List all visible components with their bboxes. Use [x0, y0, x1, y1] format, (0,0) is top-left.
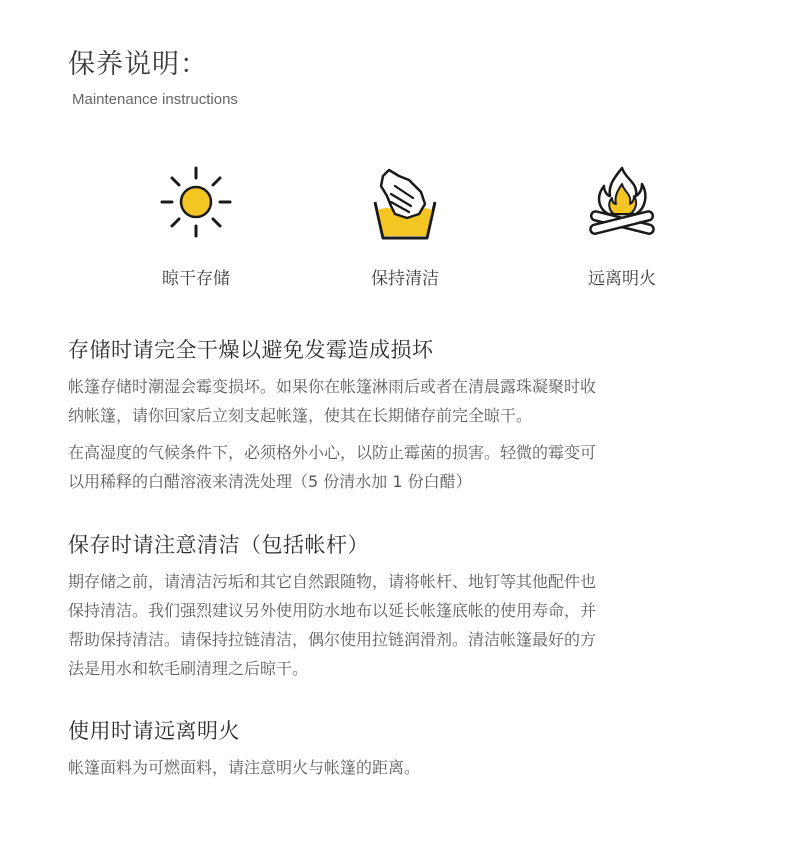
icon-item-fire	[552, 162, 692, 289]
icon-label: 晾干存储	[162, 269, 230, 289]
section-storage	[68, 334, 748, 496]
section-text-line: 纳帐篷，请你回家后立刻支起帐篷，使其在长期储存前完全晾干。	[68, 406, 533, 425]
section-text-line: 帐篷面料为可燃面料，请注意明火与帐篷的距离。	[68, 758, 421, 777]
section-heading: 存储时请完全干燥以避免发霉造成损坏	[68, 338, 434, 362]
header	[68, 42, 238, 108]
sun-icon	[156, 162, 236, 242]
section-fire	[68, 715, 748, 782]
hand-wash-icon	[365, 162, 445, 242]
section-text-line: 帐篷存储时潮湿会霉变损坏。如果你在帐篷淋雨后或者在清晨露珠凝聚时收	[68, 377, 597, 396]
page-subtitle: Maintenance instructions	[72, 91, 238, 108]
icon-row	[0, 162, 790, 292]
section-heading: 保存时请注意清洁（包括帐杆）	[68, 533, 369, 557]
section-text-line: 以用稀释的白醋溶液来清洗处理（5 份清水加 1 份白醋）	[68, 472, 472, 491]
section-heading: 使用时请远离明火	[68, 719, 240, 743]
section-clean	[68, 529, 748, 683]
icon-label: 远离明火	[588, 269, 656, 289]
section-text-line: 法是用水和软毛刷清理之后晾干。	[68, 659, 309, 678]
fire-icon	[582, 162, 662, 242]
icon-item-clean	[335, 162, 475, 289]
section-text-line: 期存储之前，请清洁污垢和其它自然跟随物，请将帐杆、地钉等其他配件也	[68, 572, 597, 591]
icon-item-dry	[126, 162, 266, 289]
page-title: 保养说明：	[68, 49, 208, 80]
section-text-line: 保持清洁。我们强烈建议另外使用防水地布以延长帐篷底帐的使用寿命，并	[68, 601, 597, 620]
section-text-line: 在高湿度的气候条件下，必须格外小心，以防止霉菌的损害。轻微的霉变可	[68, 443, 597, 462]
icon-label: 保持清洁	[371, 269, 439, 289]
section-text-line: 帮助保持清洁。请保持拉链清洁，偶尔使用拉链润滑剂。清洁帐篷最好的方	[68, 630, 597, 649]
